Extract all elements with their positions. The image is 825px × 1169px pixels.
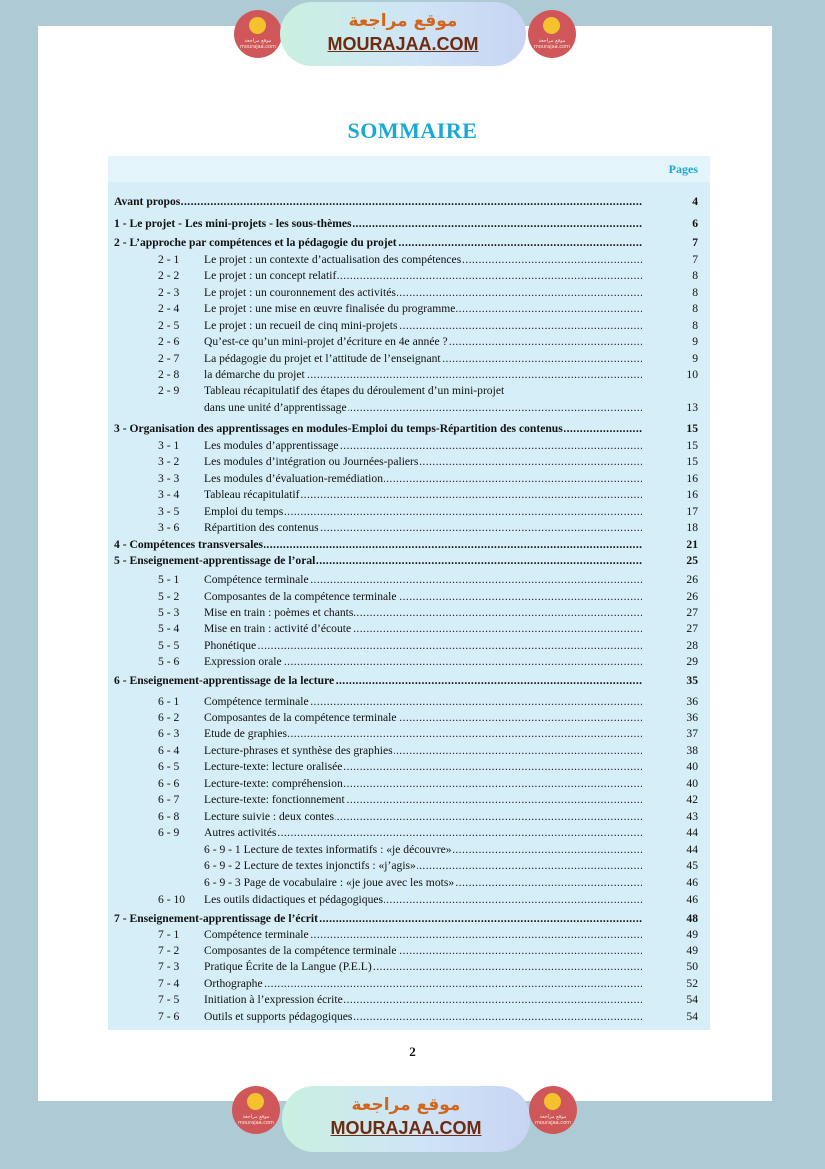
toc-entry-label: Pratique Écrite de la Langue (P.E.L) [204, 960, 372, 973]
toc-entry [108, 573, 710, 587]
toc-entry-label: Les modules d’intégration ou Journées-paliers [204, 455, 419, 468]
toc-entry-number: 5 - 5 [158, 639, 180, 652]
toc-entry [108, 368, 710, 382]
toc-entry-label: Les modules d’évaluation-remédiation [204, 472, 384, 485]
toc-entry [108, 384, 710, 398]
toc-entry [108, 760, 710, 774]
toc-entry-label: Emploi du temps [204, 505, 284, 518]
toc-entry-number: 6 - 5 [158, 760, 180, 773]
site-name-arabic: موقع مراجعة [348, 11, 458, 31]
toc-entry-label: 6 - 9 - 3 Page de vocabulaire : «je joue avec les mots» [204, 876, 455, 889]
site-logo-icon: موقع مراجعة mourajaa.com [232, 1086, 280, 1134]
toc-entry-page: 8 [692, 319, 698, 332]
toc-entry-page: 25 [686, 554, 698, 567]
toc-entry-number: 5 - 3 [158, 606, 180, 619]
toc-entry [108, 777, 710, 791]
toc-entry-label: 4 - Compétences transversales [114, 538, 264, 551]
toc-entry-number: 6 - 2 [158, 711, 180, 724]
toc-entry [108, 422, 710, 436]
toc-entry-page: 38 [686, 744, 698, 757]
toc-entry-page: 44 [686, 843, 698, 856]
toc-entry-number: 5 - 2 [158, 590, 180, 603]
toc-entry-label: Compétence terminale [204, 573, 309, 586]
toc-entry-label: Composantes de la compétence terminale [204, 711, 397, 724]
toc-entry-number: 2 - 3 [158, 286, 180, 299]
toc-entry-label: Lecture-phrases et synthèse des graphies [204, 744, 393, 757]
toc-entry [108, 488, 710, 502]
toc-entry-page: 16 [686, 488, 698, 501]
toc-entry [108, 727, 710, 741]
toc-entry [108, 810, 710, 824]
toc-entry [108, 554, 710, 568]
toc-entry-label: dans une unité d’apprentissage [204, 401, 347, 414]
toc-entry-label: Expression orale [204, 655, 282, 668]
toc-entry-label: Lecture suivie : deux contes [204, 810, 335, 823]
toc-entry-page: 10 [686, 368, 698, 381]
toc-entry-page: 28 [686, 639, 698, 652]
toc-entry-label: Phonétique [204, 639, 257, 652]
toc-entry-page: 44 [686, 826, 698, 839]
toc-entry-label: Le projet : un couronnement des activités [204, 286, 396, 299]
toc-entry-number: 3 - 1 [158, 439, 180, 452]
toc-entry-page: 26 [686, 573, 698, 586]
toc-entry-label: Les outils didactiques et pédagogiques [204, 893, 384, 906]
toc-entry-label: Tableau récapitulatif des étapes du déroulement d’un mini-projet [204, 384, 505, 397]
toc-entry-label: Initiation à l’expression écrite [204, 993, 343, 1006]
toc-entry [108, 893, 710, 907]
toc-entry-page: 46 [686, 893, 698, 906]
toc-entry-label: 3 - Organisation des apprentissages en modules-Emploi du temps-Répartition des contenus [114, 422, 563, 435]
toc-entry-number: 7 - 5 [158, 993, 180, 1006]
toc-entry-label: Mise en train : poèmes et chants [204, 606, 354, 619]
toc-entry-label: Etude de graphies [204, 727, 288, 740]
site-logo-icon: موقع مراجعة mourajaa.com [528, 10, 576, 58]
toc-entry-number: 5 - 6 [158, 655, 180, 668]
toc-entry [108, 472, 710, 486]
site-logo-icon: موقع مراجعة mourajaa.com [234, 10, 282, 58]
toc-entry-label: 2 - L’approche par compétences et la pédagogie du projet [114, 236, 397, 249]
toc-entry-page: 45 [686, 859, 698, 872]
toc-entry-page: 54 [686, 1010, 698, 1023]
toc-entry-number: 6 - 7 [158, 793, 180, 806]
toc-entry [108, 505, 710, 519]
toc-entry-label: Les modules d’apprentissage [204, 439, 339, 452]
toc-entry-number: 2 - 6 [158, 335, 180, 348]
toc-entry-label: Tableau récapitulatif [204, 488, 300, 501]
toc-entry-page: 43 [686, 810, 698, 823]
toc-entry [108, 977, 710, 991]
toc-entry-number: 2 - 8 [158, 368, 180, 381]
toc-entry-number: 2 - 2 [158, 269, 180, 282]
toc-entry [108, 711, 710, 725]
toc-entry-number: 3 - 2 [158, 455, 180, 468]
toc-entry-label: Le projet : une mise en œuvre finalisée du programme [204, 302, 456, 315]
toc-entry-label: 1 - Le projet - Les mini-projets - les sous-thèmes [114, 217, 352, 230]
toc-entry-page: 7 [692, 253, 698, 266]
toc-entry-number: 7 - 1 [158, 928, 180, 941]
page-title: SOMMAIRE [347, 118, 478, 143]
toc-entry-label: 7 - Enseignement-apprentissage de l’écrit [114, 912, 318, 925]
toc-entry-label: 5 - Enseignement-apprentissage de l’oral [114, 554, 316, 567]
toc-entry-number: 2 - 4 [158, 302, 180, 315]
toc-entry-page: 17 [686, 505, 698, 518]
toc-entry-label: Lecture-texte: compréhension [204, 777, 343, 790]
site-url[interactable]: MOURAJAA.COM [330, 1118, 482, 1138]
toc-entry-label: Composantes de la compétence terminale [204, 944, 397, 957]
toc-entry [108, 876, 710, 890]
toc-entry-label: Compétence terminale [204, 928, 309, 941]
toc-entry-page: 40 [686, 777, 698, 790]
toc-entry [108, 538, 710, 552]
toc-entry-page: 15 [686, 422, 698, 435]
toc-entry-number: 6 - 3 [158, 727, 180, 740]
toc-entry-label: Compétence terminale [204, 695, 309, 708]
toc-entry-number: 5 - 1 [158, 573, 180, 586]
toc-entry-page: 49 [686, 944, 698, 957]
toc-entry-page: 8 [692, 269, 698, 282]
toc-entry-label: Répartition des contenus [204, 521, 319, 534]
toc-entry [108, 335, 710, 349]
site-banner-bottom[interactable] [0, 1082, 825, 1169]
toc-entry [108, 793, 710, 807]
toc-entry-label: Lecture-texte: fonctionnement [204, 793, 345, 806]
toc-entry-page: 48 [686, 912, 698, 925]
toc-entry [108, 655, 710, 669]
toc-entry [108, 319, 710, 333]
toc-entry-page: 46 [686, 876, 698, 889]
toc-entry-number: 7 - 4 [158, 977, 180, 990]
toc-entry-number: 2 - 5 [158, 319, 180, 332]
toc-entry [108, 521, 710, 535]
toc-entry [108, 944, 710, 958]
toc-entry-page: 40 [686, 760, 698, 773]
dot-leader [118, 195, 642, 209]
toc-entry-page: 9 [692, 335, 698, 348]
toc-entry [108, 843, 710, 857]
toc-entry-label: Composantes de la compétence terminale [204, 590, 397, 603]
toc-entry [108, 928, 710, 942]
site-banner-top[interactable] [0, 0, 825, 70]
toc-entry-page: 54 [686, 993, 698, 1006]
toc-entry-number: 7 - 6 [158, 1010, 180, 1023]
toc-entry-label: 6 - Enseignement-apprentissage de la lecture [114, 674, 335, 687]
toc-entry-number: 2 - 1 [158, 253, 180, 266]
site-link-pill[interactable] [280, 2, 526, 66]
toc-entry-page: 15 [686, 439, 698, 452]
toc-entry-label: Lecture-texte: lecture oralisée [204, 760, 343, 773]
toc-entry-number: 6 - 10 [158, 893, 186, 906]
toc-entry-page: 4 [692, 195, 698, 208]
toc-entry-number: 6 - 4 [158, 744, 180, 757]
site-url[interactable]: MOURAJAA.COM [327, 34, 479, 54]
toc-entry-page: 52 [686, 977, 698, 990]
toc-entry [108, 859, 710, 873]
dot-leader [208, 639, 642, 653]
toc-entry-number: 3 - 3 [158, 472, 180, 485]
toc-entry-page: 8 [692, 302, 698, 315]
toc-entry [108, 455, 710, 469]
toc-entry-page: 16 [686, 472, 698, 485]
toc-entry-label: La pédagogie du projet et l’attitude de l’enseignant [204, 352, 441, 365]
toc-entry-number: 6 - 8 [158, 810, 180, 823]
toc-entry-page: 18 [686, 521, 698, 534]
toc-entry [108, 590, 710, 604]
toc-entry-page: 50 [686, 960, 698, 973]
toc-entry [108, 269, 710, 283]
toc-entry [108, 912, 710, 926]
pages-column-header: Pages [108, 156, 710, 182]
dot-leader [208, 977, 642, 991]
toc-entry [108, 401, 710, 415]
toc-entry-page: 7 [692, 236, 698, 249]
site-logo-icon: موقع مراجعة mourajaa.com [529, 1086, 577, 1134]
toc-entry-page: 8 [692, 286, 698, 299]
toc-entry [108, 826, 710, 840]
toc-entry-page: 9 [692, 352, 698, 365]
toc-entry-page: 6 [692, 217, 698, 230]
toc-entry-number: 3 - 6 [158, 521, 180, 534]
toc-entry-label: 6 - 9 - 2 Lecture de textes injonctifs : «j’agis» [204, 859, 416, 872]
toc-entry-page: 49 [686, 928, 698, 941]
toc-entry [108, 195, 710, 209]
toc-entry-page: 36 [686, 711, 698, 724]
toc-entry-label: Autres activités [204, 826, 277, 839]
table-of-contents [108, 156, 710, 1030]
page-number: 2 [409, 1044, 416, 1059]
toc-entry-label: la démarche du projet [204, 368, 305, 381]
toc-entry [108, 253, 710, 267]
toc-entry [108, 606, 710, 620]
toc-entry-page: 37 [686, 727, 698, 740]
toc-entry-label: Le projet : un concept relatif [204, 269, 337, 282]
toc-entry-number: 3 - 5 [158, 505, 180, 518]
toc-entry [108, 439, 710, 453]
toc-entry-page: 13 [686, 401, 698, 414]
toc-entry-page: 21 [686, 538, 698, 551]
toc-entry-label: Avant propos [114, 195, 181, 208]
toc-entry-label: 6 - 9 - 1 Lecture de textes informatifs : «je découvre» [204, 843, 452, 856]
toc-entry-label: Le projet : un contexte d’actualisation des compétences [204, 253, 462, 266]
toc-entry-page: 27 [686, 606, 698, 619]
toc-entry-number: 6 - 1 [158, 695, 180, 708]
site-name-arabic: موقع مراجعة [351, 1095, 461, 1115]
toc-entry-number: 7 - 3 [158, 960, 180, 973]
toc-entry-label: Qu’est-ce qu’un mini-projet d’écriture en 4e année ? [204, 335, 448, 348]
toc-entry-page: 36 [686, 695, 698, 708]
toc-entry [108, 286, 710, 300]
toc-entry-number: 7 - 2 [158, 944, 180, 957]
toc-entry-page: 27 [686, 622, 698, 635]
toc-entry [108, 744, 710, 758]
toc-entry [108, 302, 710, 316]
toc-entry [108, 674, 710, 688]
toc-entry-page: 15 [686, 455, 698, 468]
toc-entry-page: 42 [686, 793, 698, 806]
toc-entry [108, 217, 710, 231]
toc-entry [108, 993, 710, 1007]
toc-entry-page: 26 [686, 590, 698, 603]
toc-entry [108, 236, 710, 250]
toc-entry-label: Orthographe [204, 977, 263, 990]
toc-entry [108, 622, 710, 636]
toc-entry-number: 2 - 7 [158, 352, 180, 365]
toc-entry-page: 29 [686, 655, 698, 668]
toc-entry-number: 6 - 9 [158, 826, 180, 839]
toc-entry [108, 1010, 710, 1024]
toc-entry-label: Mise en train : activité d’écoute [204, 622, 352, 635]
toc-entry-number: 3 - 4 [158, 488, 180, 501]
toc-entry-number: 6 - 6 [158, 777, 180, 790]
toc-entry-number: 5 - 4 [158, 622, 180, 635]
toc-entry [108, 695, 710, 709]
toc-entry-label: Le projet : un recueil de cinq mini-projets [204, 319, 398, 332]
toc-entry [108, 352, 710, 366]
toc-entry [108, 960, 710, 974]
site-link-pill[interactable] [282, 1086, 530, 1152]
toc-entry-number: 2 - 9 [158, 384, 180, 397]
toc-entry [108, 639, 710, 653]
toc-entry-page: 35 [686, 674, 698, 687]
toc-entry-label: Outils et supports pédagogiques [204, 1010, 353, 1023]
